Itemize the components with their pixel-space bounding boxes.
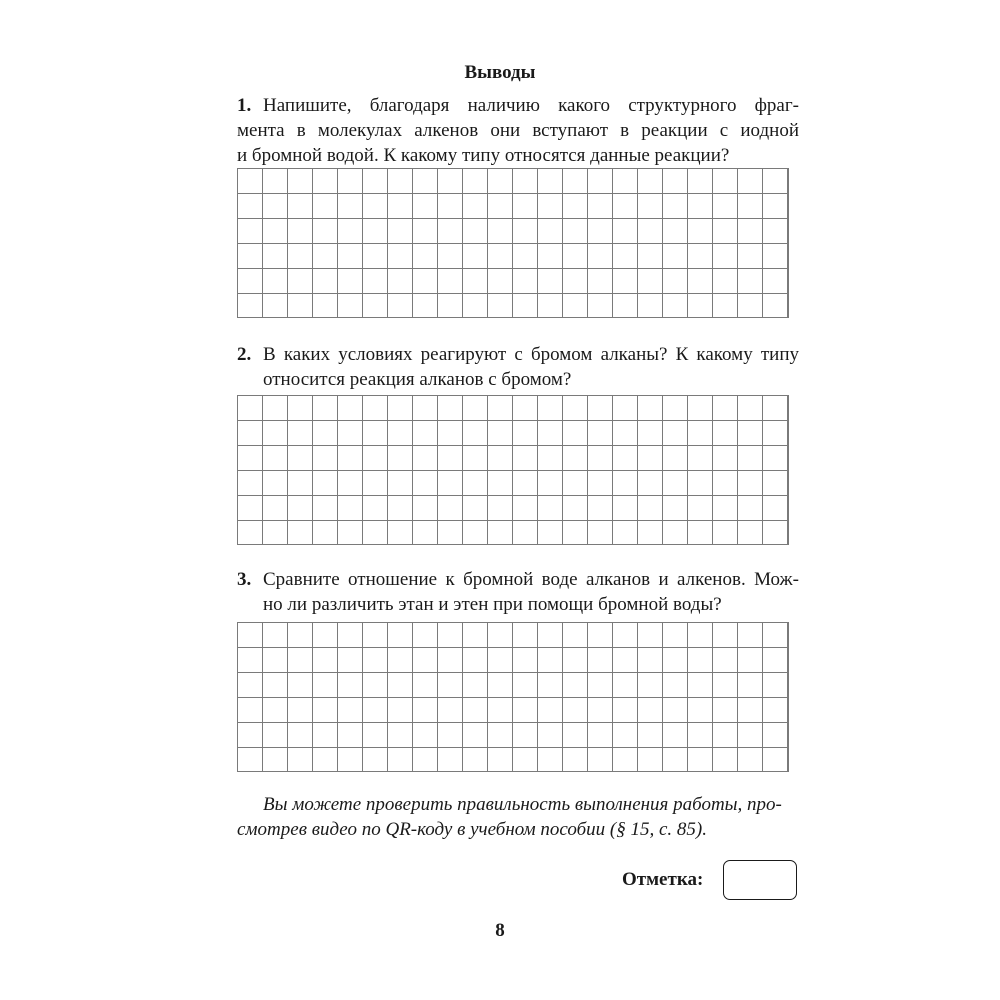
- question-text-line: и бромной водой. К какому типу относятся данные реакции?: [237, 145, 730, 166]
- page-number: 8: [495, 920, 505, 941]
- question-1: [237, 93, 799, 168]
- question-text-line: относится реакция алканов с бромом?: [263, 369, 572, 390]
- question-2: [237, 342, 799, 392]
- question-text-line: но ли различить этан и этен при помощи бромной воды?: [263, 594, 722, 615]
- video-check-note: [237, 792, 799, 842]
- note-line: смотрев видео по QR-коду в учебном пособии (§ 15, с. 85).: [237, 819, 708, 840]
- question-text-line: Сравните отношение к бромной воде алканов и алкенов. Мож-: [263, 569, 799, 590]
- question-number: 3.: [237, 569, 252, 590]
- question-3: [237, 567, 799, 617]
- question-text-line: мента в молекулах алкенов они вступают в реакции с иодной: [237, 120, 799, 141]
- note-line: Вы можете проверить правильность выполнения работы, про-: [263, 794, 782, 815]
- question-number: 1.: [237, 95, 252, 116]
- answer-grid-1[interactable]: [237, 168, 789, 318]
- answer-grid-3[interactable]: [237, 622, 789, 772]
- answer-grid-2[interactable]: [237, 395, 789, 545]
- question-text-line: Напишите, благодаря наличию какого структурного фраг-: [263, 95, 799, 116]
- question-number: 2.: [237, 344, 252, 365]
- section-title: Выводы: [464, 62, 536, 83]
- question-text-line: В каких условиях реагируют с бромом алканы? К какому типу: [263, 344, 799, 365]
- grade-label: Отметка:: [622, 869, 704, 890]
- grade-box[interactable]: [723, 860, 797, 900]
